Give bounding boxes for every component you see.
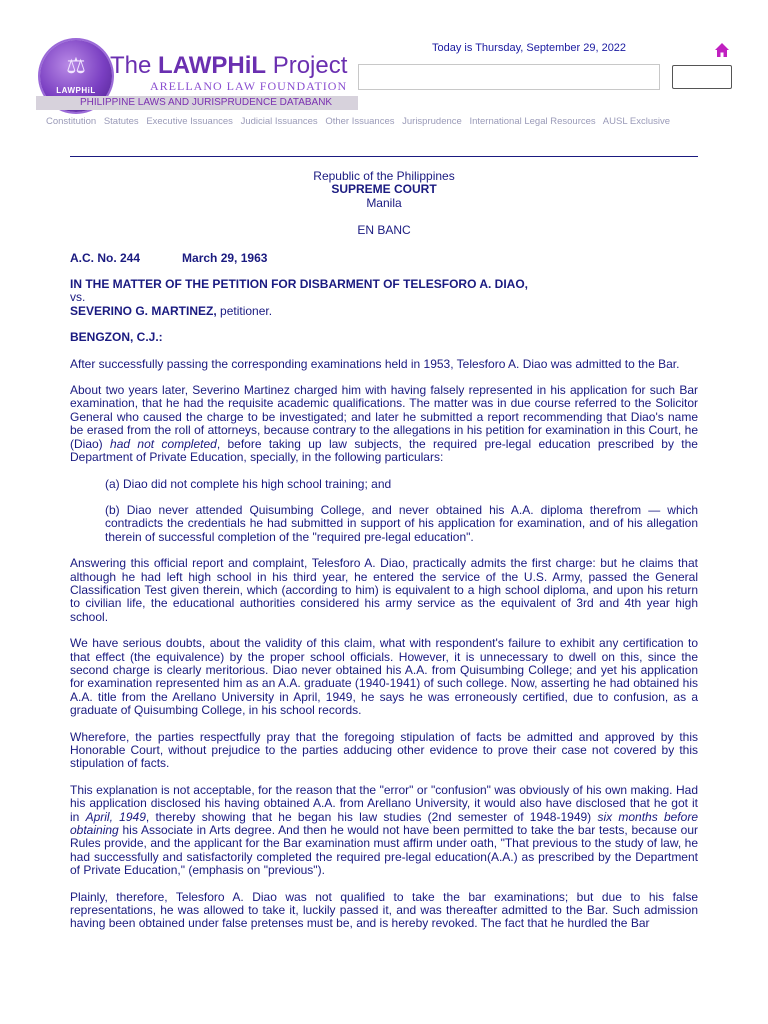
nav-item-other-issuances[interactable]: Other Issuances [325, 116, 395, 127]
site-subtitle: ARELLANO LAW FOUNDATION [150, 79, 348, 93]
division: EN BANC [357, 223, 411, 238]
site-title[interactable] [110, 52, 347, 80]
nav-item-statutes[interactable]: Statutes [103, 116, 139, 127]
paragraph-6 [70, 784, 698, 878]
seal-label: LAWPHiL [56, 86, 96, 95]
main-nav [46, 116, 675, 127]
nav-item-ausl-exclusive[interactable]: AUSL Exclusive [602, 116, 671, 127]
scales-of-justice-icon: ⚖ [66, 53, 86, 78]
paragraph-6-emphasis-2: six months before obtaining [70, 809, 698, 838]
nav-item-constitution[interactable]: Constitution [46, 116, 97, 127]
decision-document [70, 170, 698, 931]
party-line [70, 305, 698, 318]
header-divider [70, 156, 698, 157]
site-header [0, 0, 768, 140]
nav-item-international-legal-resources[interactable]: International Legal Resources [469, 116, 596, 127]
particular-b: (b) Diao never attended Quisumbing College, and never obtained his A.A. diploma therefrom — which contradicts the credentials he had submitted in support of his application for examination, and of his allegation therein of successful completion of the "required pre-legal education". [105, 502, 698, 544]
party-role: petitioner. [216, 303, 273, 318]
paragraph-6-emphasis-1: April, 1949 [85, 809, 146, 824]
home-icon[interactable] [714, 42, 730, 58]
paragraph-6-text-b: , thereby showing that he began his law studies (2nd semester of 1948-1949) [145, 809, 598, 824]
paragraph-7: Plainly, therefore, Telesforo A. Diao was not qualified to take the bar examinations; but due to his false representations, he was allowed to take it, luckily passed it, and was thereafter admitted to the Bar. Such admission having been obtained under false pretenses must be, and is hereby revoked. The fact that he hurdled the Bar [70, 889, 698, 931]
site-title-prefix: The [110, 52, 159, 79]
paragraph-3: Answering this official report and complaint, Telesforo A. Diao, practically admits the first charge: but he claims that although he had left high school in his third year, he entered the service of the U.S. Army, passed the General Classification Test given therein, which (according to him) is equivalent to a high school diploma, and upon his return to civilian life, the educational authorities considered his army service as the equivalent of 3rd and 4th year high school. [70, 556, 698, 624]
paragraph-2-text-a: About two years later, Severino Martinez charged him with having falsely represented in his application for such Bar examination, that he had the requisite academic qualifications. The matter was in due course referred to the Solicitor General who caused the charge to be investigated; and later he submitted a report recommending that Diao's name be erased from the roll of attorneys, because contrary to the allegations in his petition for examination in this Court, he (Diao) [70, 383, 698, 451]
search-input[interactable] [358, 64, 660, 90]
particular-a: (a) Diao did not complete his high school training; and [105, 476, 392, 491]
site-title-bold: LAWPHiL [158, 52, 267, 79]
versus: vs. [70, 290, 86, 305]
paragraph-2-emphasis: had not completed [110, 436, 217, 451]
current-date: Today is Thursday, September 29, 2022 [432, 42, 627, 54]
paragraph-6-text-a: This explanation is not acceptable, for the reason that the "error" or "confusion" was obviously of his own making. Had his application disclosed his having obtained A.A. from Arellano University, it would also have disclosed that he got it in [70, 782, 698, 824]
case-number: A.C. No. 244 [70, 250, 141, 265]
paragraph-5: Wherefore, the parties respectfully pray that the foregoing stipulation of facts be admitted and approved by this Honorable Court, without prejudice to the parties adducing other evidence to prove their case not covered by this stipulation of facts. [70, 729, 698, 771]
paragraph-4: We have serious doubts, about the validity of this claim, what with respondent's failure to exhibit any certification to that effect (the equivalence) by the proper school officials. However, it is unnecessary to dwell on this, since the second charge is clearly meritorious. Diao never obtained his A.A. from Quisumbing College; and yet his application for examination represented him as an A.A. graduate (1940-1941) of such college. Now, asserting he had obtained his A.A. title from the Arellano University in April, 1949, he says he was erroneously certified, due to confusion, as a graduate of Quisumbing College, in his school records. [70, 636, 698, 718]
site-tagline-band [36, 96, 358, 110]
nav-item-executive-issuances[interactable]: Executive Issuances [146, 116, 233, 127]
paragraph-2-text-b: , before taking up law subjects, the required pre-legal education prescribed by the Department of Private Education, specially, in the following particulars: [70, 436, 698, 465]
ponente: BENGZON, C.J.: [70, 330, 163, 345]
site-tagline: PHILIPPINE LAWS AND JURISPRUDENCE DATABANK [80, 97, 333, 108]
case-caption: IN THE MATTER OF THE PETITION FOR DISBARMENT OF TELESFORO A. DIAO, [70, 277, 528, 292]
case-header [70, 252, 698, 265]
party-name: SEVERINO G. MARTINEZ, [70, 303, 217, 318]
search-button[interactable] [672, 65, 732, 89]
court-name: SUPREME COURT [331, 182, 437, 197]
paragraph-2 [70, 384, 698, 464]
court-city: Manila [366, 195, 402, 210]
paragraph-1: After successfully passing the corresponding examinations held in 1953, Telesforo A. Diao was admitted to the Bar. [70, 356, 680, 371]
nav-item-judicial-issuances[interactable]: Judicial Issuances [240, 116, 318, 127]
nav-item-jurisprudence[interactable]: Jurisprudence [402, 116, 462, 127]
case-date: March 29, 1963 [182, 250, 268, 265]
site-title-suffix: Project [266, 52, 348, 79]
paragraph-6-text-c: his Associate in Arts degree. And then he would not have been permitted to take the bar tests, because our Rules provide, and the applicant for the Bar examination must affirm under oath, "That previous to the study of law, he had successfully and satisfactorily completed the required pre-legal education(A.A.) as prescribed by the Department of Private Education," (emphasis on "previous"). [70, 823, 698, 878]
republic-line: Republic of the Philippines [313, 169, 455, 183]
